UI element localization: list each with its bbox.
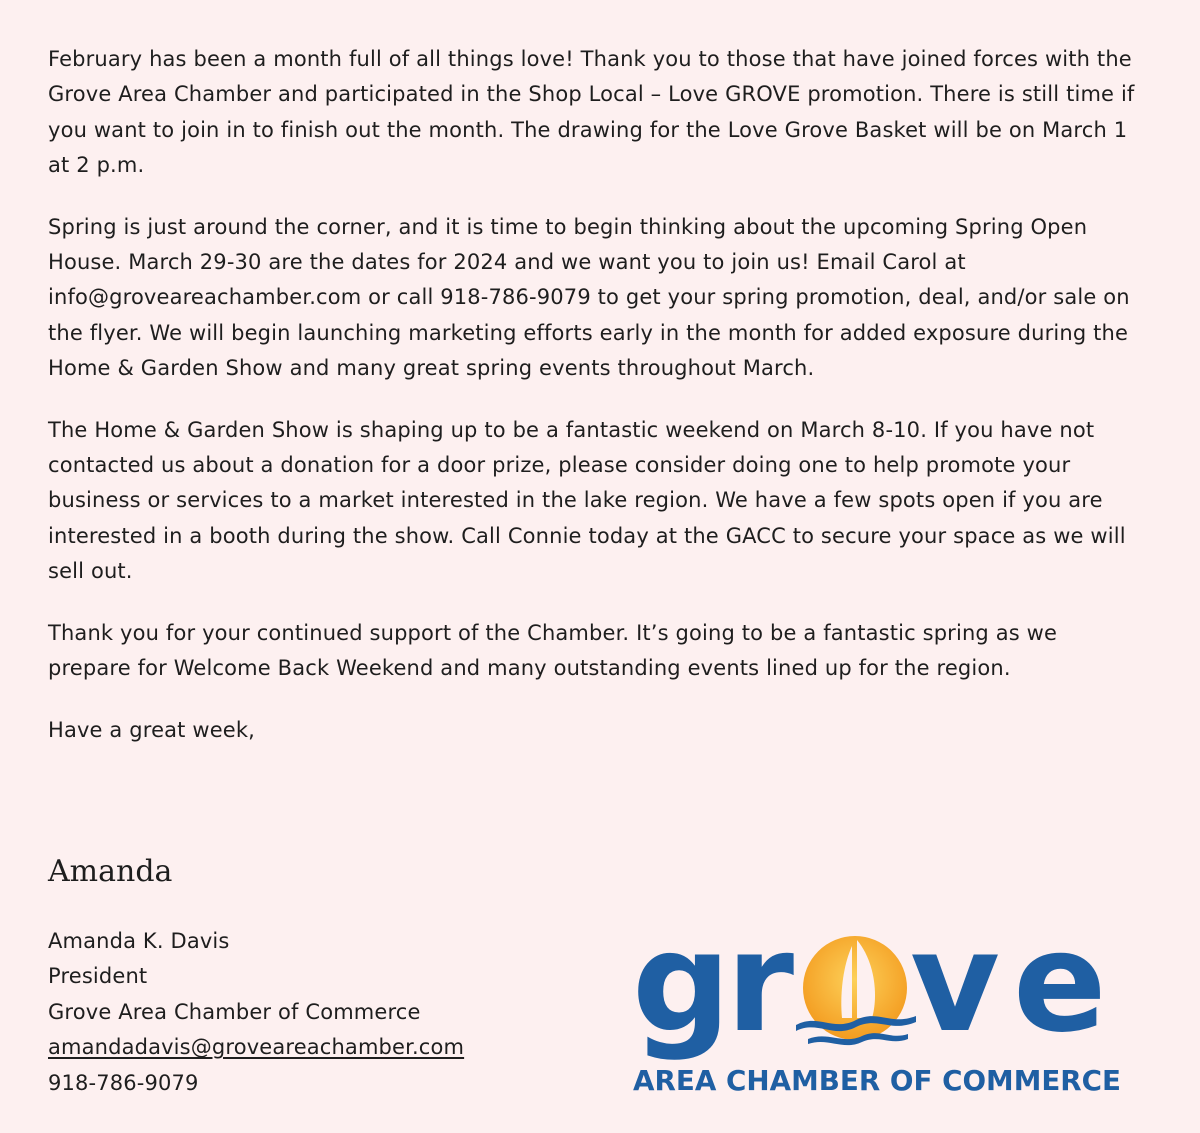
paragraph-home-garden-show: The Home & Garden Show is shaping up to be a fantastic weekend on March 8-10. If you have not contacted us about a donation for a door prize, please consider doing one to help promote your business or services to a market interested in the lake region. We have a few spots open if you are interested in a booth during the show. Call Connie today at the GACC to secure your space as we will sell out. xyxy=(48,417,1126,584)
signature-title: President xyxy=(48,964,148,989)
paragraph-spring-open-house: Spring is just around the corner, and it is time to begin thinking about the upcoming Spring Open House. March 29-30 are the dates for 2024 and we want you to join us! Email Carol at info@groveareachamber.com or call 918-786-9079 to get your spring promotion, deal, and/or sale on the flyer. We will begin launching marketing efforts early in the month for added exposure during the Home & Garden Show and many great spring events throughout March. xyxy=(48,214,1130,381)
paragraph-thank-you: Thank you for your continued support of the Chamber. It’s going to be a fantastic spring as we prepare for Welcome Back Weekend and many outstanding events lined up for the region. xyxy=(48,620,1058,681)
sun-sailboat-icon xyxy=(796,936,916,1045)
closing-line: Have a great week, xyxy=(48,717,255,742)
logo-letter-e: e xyxy=(1013,908,1107,1063)
logo-letter-v: v xyxy=(910,908,1000,1063)
signature-script: Amanda xyxy=(48,854,173,889)
logo-letter-r: r xyxy=(726,908,795,1063)
email-link[interactable]: amandadavis@groveareachamber.com xyxy=(48,1035,465,1060)
logo-letter-g: g xyxy=(632,908,731,1063)
grove-chamber-logo xyxy=(628,908,1128,1098)
letter-body xyxy=(48,42,1138,774)
signature-organization: Grove Area Chamber of Commerce xyxy=(48,999,421,1024)
grove-logo-graphic xyxy=(628,908,1128,1098)
signature-name: Amanda K. Davis xyxy=(48,929,230,953)
signature-block xyxy=(48,924,464,1101)
logo-tagline: AREA CHAMBER OF COMMERCE xyxy=(633,1065,1121,1097)
signature-phone: 918-786-9079 xyxy=(48,1070,199,1095)
paragraph-february: February has been a month full of all things love! Thank you to those that have joined forces with the Grove Area Chamber and participated in the Shop Local – Love GROVE promotion. There is still time if you want to join in to finish out the month. The drawing for the Love Grove Basket will be on March 1 at 2 p.m. xyxy=(48,47,1135,178)
